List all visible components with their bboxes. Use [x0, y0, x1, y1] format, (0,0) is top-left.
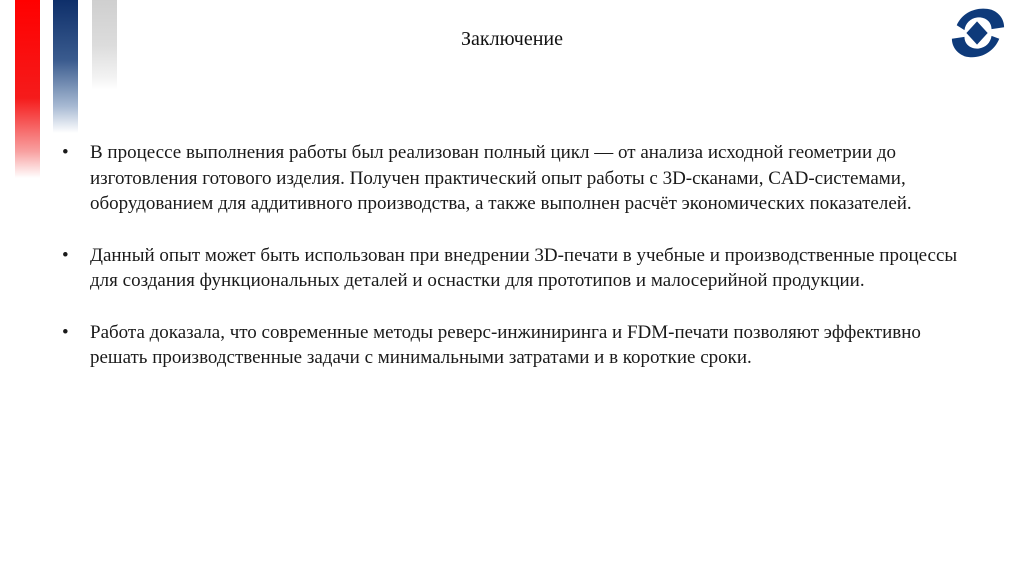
bullet-item: [62, 140, 962, 217]
bullet-marker: •: [62, 244, 69, 266]
bullet-item: [62, 320, 962, 371]
bullet-item: [62, 243, 962, 294]
blue-decor-stripe: [53, 0, 78, 133]
bullet-marker: •: [62, 321, 69, 343]
slide-title: Заключение: [461, 28, 563, 50]
bullet-text: Работа доказала, что современные методы реверс-инжиниринга и FDM-печати позволяют эффективно решать производственные задачи с минимальными затратами и в короткие сроки.: [90, 321, 921, 368]
bullet-text: В процессе выполнения работы был реализован полный цикл — от анализа исходной геометрии до изготовления готового изделия. Получен практический опыт работы с 3D-сканами, CAD-системами, оборудованием для аддитивного производства, а также выполнен расчёт экономических показателей.: [90, 142, 912, 214]
red-decor-stripe: [15, 0, 40, 178]
bullet-marker: •: [62, 142, 69, 163]
bullet-list: [62, 140, 962, 371]
bullet-text: Данный опыт может быть использован при внедрении 3D-печати в учебные и производственные процессы для создания функциональных деталей и оснастки для прототипов и малосерийной продукции.: [90, 244, 958, 291]
